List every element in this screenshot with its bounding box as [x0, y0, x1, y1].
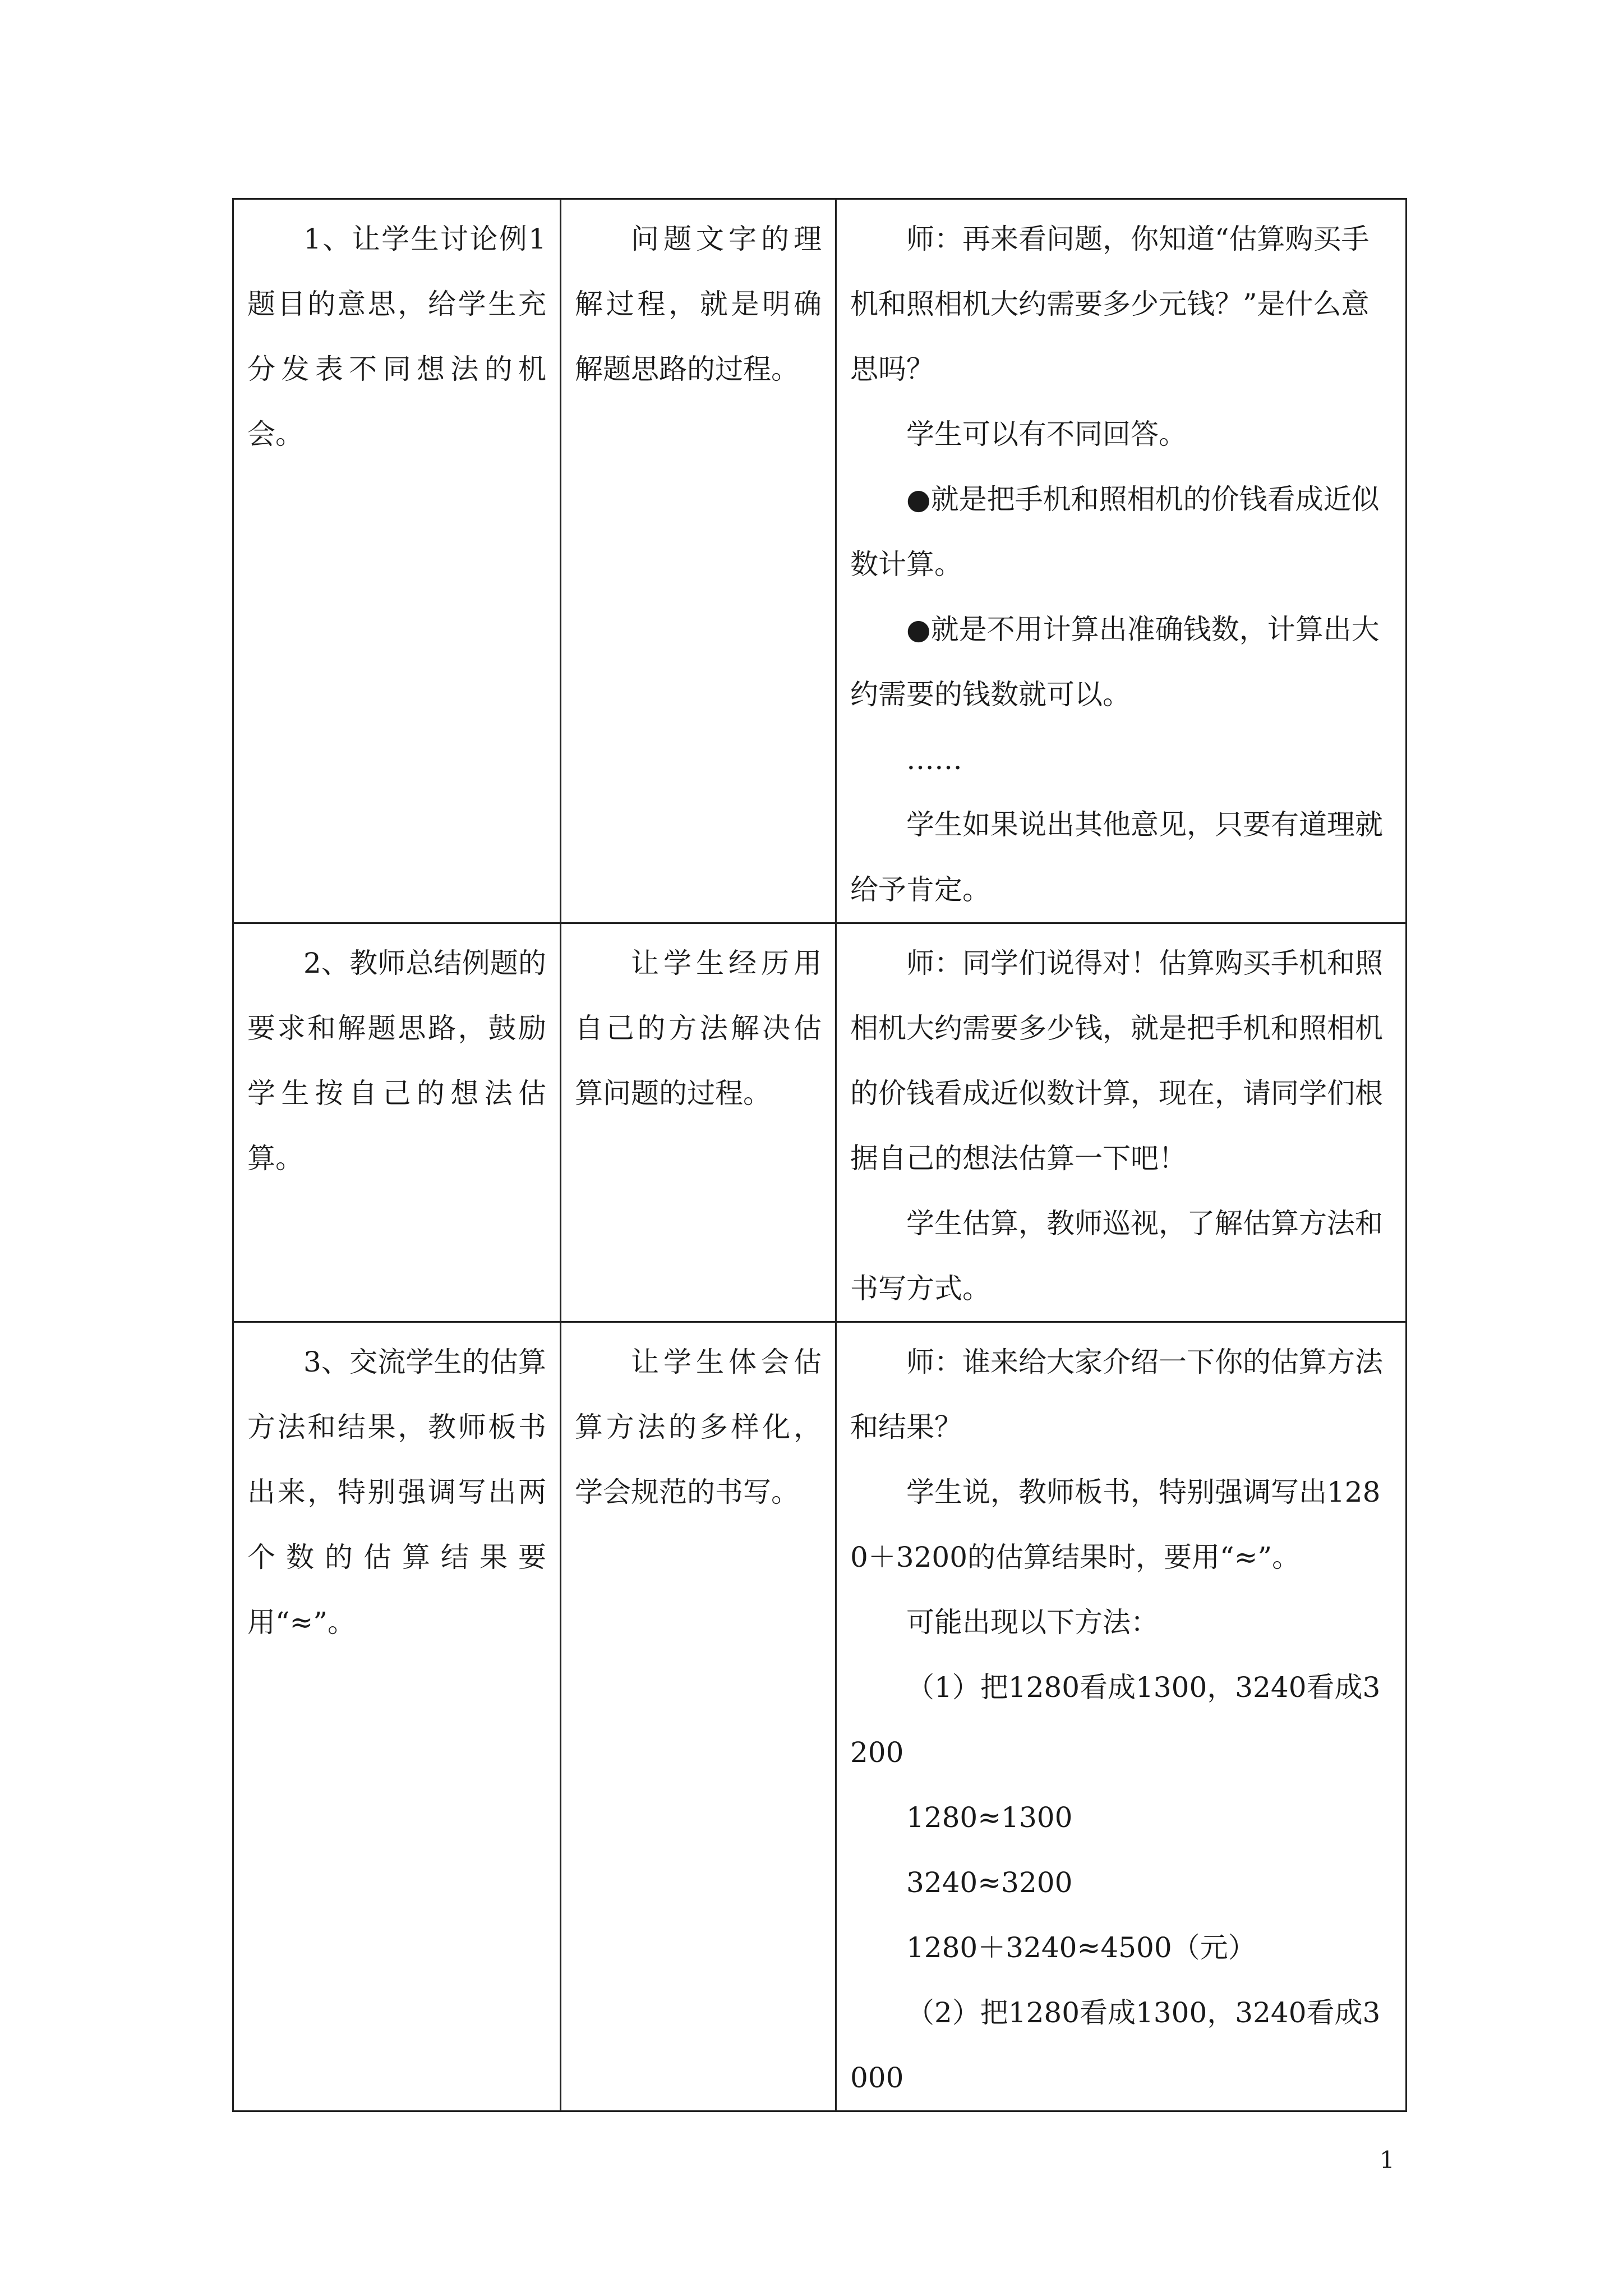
process-paragraph: …… [906, 743, 962, 776]
intent-text: 让学生经历用自己的方法解决估算问题的过程。 [575, 947, 822, 1110]
lesson-plan-table [232, 198, 1407, 2112]
page-number: 1 [1380, 2146, 1395, 2174]
step-text: 1、让学生讨论例1题目的意思，给学生充分发表不同想法的机会。 [247, 223, 546, 450]
step-text: 2、教师总结例题的要求和解题思路，鼓励学生按自己的想法估算。 [247, 947, 546, 1175]
formula-line: 1280＋3240≈4500（元） [906, 1931, 1256, 1964]
process-paragraph: ●就是不用计算出准确钱数，计算出大约需要的钱数就可以。 [850, 613, 1380, 711]
process-paragraph: 师：谁来给大家介绍一下你的估算方法和结果？ [850, 1346, 1383, 1443]
process-cell [836, 1322, 1407, 2111]
process-paragraph: 可能出现以下方法： [906, 1606, 1159, 1639]
formula-line: 1280≈1300 [906, 1801, 1073, 1834]
process-paragraph: ●就是把手机和照相机的价钱看成近似数计算。 [850, 483, 1380, 581]
table-row [233, 199, 1407, 923]
intent-cell [561, 1322, 836, 2111]
intent-text: 问题文字的理解过程，就是明确解题思路的过程。 [575, 223, 822, 385]
step-cell [233, 923, 561, 1322]
process-paragraph: 学生估算，教师巡视，了解估算方法和书写方式。 [850, 1207, 1383, 1305]
table-row [233, 923, 1407, 1322]
process-paragraph: （2）把1280看成1300，3240看成3000 [850, 1996, 1381, 2094]
process-paragraph: （1）把1280看成1300，3240看成3200 [850, 1671, 1381, 1769]
process-paragraph: 学生如果说出其他意见，只要有道理就给予肯定。 [850, 808, 1383, 906]
process-cell [836, 199, 1407, 923]
intent-cell [561, 199, 836, 923]
step-cell [233, 1322, 561, 2111]
process-paragraph: 学生可以有不同回答。 [906, 418, 1187, 450]
formula-line: 3240≈3200 [906, 1866, 1073, 1899]
table-row [233, 1322, 1407, 2111]
process-cell [836, 923, 1407, 1322]
intent-cell [561, 923, 836, 1322]
process-paragraph: 学生说，教师板书，特别强调写出1280＋3200的估算结果时，要用“≈”。 [850, 1476, 1381, 1573]
step-text: 3、交流学生的估算方法和结果，教师板书出来，特别强调写出两个数的估算结果要用“≈”。 [247, 1346, 546, 1639]
step-cell [233, 199, 561, 923]
intent-text: 让学生体会估算方法的多样化，学会规范的书写。 [575, 1346, 822, 1508]
process-paragraph: 师：再来看问题，你知道“估算购买手机和照相机大约需要多少元钱？”是什么意思吗？ [850, 223, 1370, 385]
process-paragraph: 师：同学们说得对！估算购买手机和照相机大约需要多少钱，就是把手机和照相机的价钱看成近似数计算，现在，请同学们根据自己的想法估算一下吧！ [850, 947, 1383, 1175]
